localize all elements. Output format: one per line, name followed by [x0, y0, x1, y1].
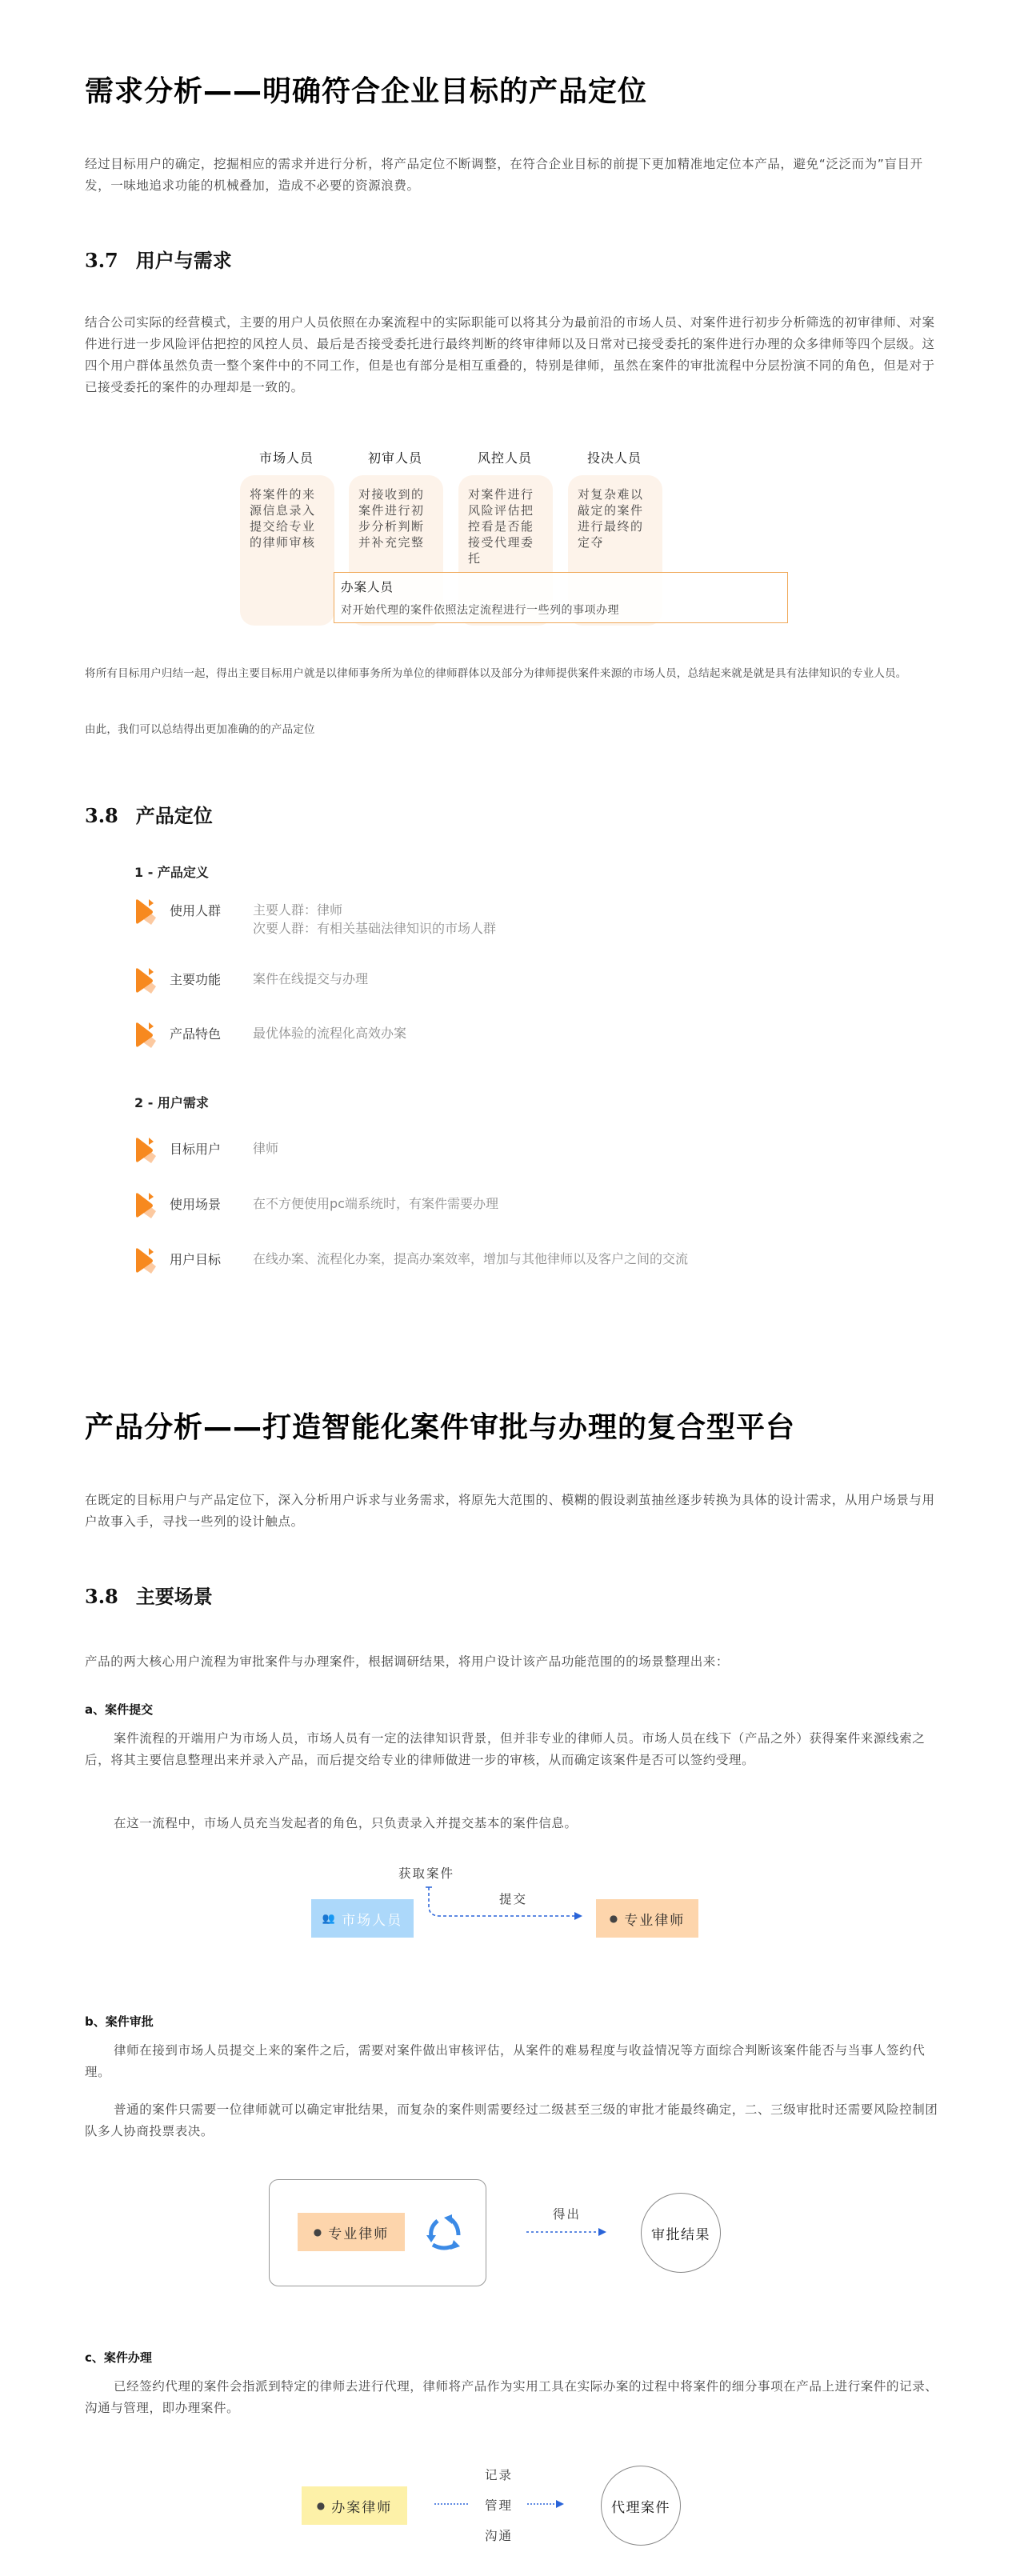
- heading-number: 3.7: [85, 249, 118, 272]
- positioning-item: [134, 1021, 406, 1048]
- heading-number: 3.8: [85, 804, 118, 827]
- item-label: 使用场景: [170, 1197, 222, 1212]
- summary-paragraph: 将所有目标用户归结一起，得出主要目标用户就是以律师事务所为单位的律师群体以及部分为律师提供案件来源的市场人员，总结起来就是就是具有法律知识的专业人员。: [85, 667, 907, 680]
- heading-text: 用户与需求: [135, 249, 232, 272]
- handler-box: [334, 572, 788, 623]
- scene-b-paragraph-2: 普通的案件只需要一位律师就可以确定审批结果，而复杂的案件则需要经过二级甚至三级的审批才能最终确定，二、三级审批时还需要风险控制团队多人协商投票表决。: [85, 2102, 938, 2138]
- positioning-item: [134, 1246, 688, 1274]
- group-title: 2 - 用户需求: [134, 1095, 209, 1110]
- users-icon: 👥: [322, 1912, 338, 1925]
- handler-desc: 对开始代理的案件依照法定流程进行一些列的事项办理: [341, 604, 619, 617]
- orange-play-bookmark-icon: [134, 1246, 158, 1274]
- lawyer-icon: ●: [313, 2226, 324, 2238]
- users-paragraph: 结合公司实际的经营模式，主要的用户人员依照在办案流程中的实际职能可以将其分为最前沿的市场人员、对案件进行初步分析筛选的初审律师、对案件进行进一步风险评估把控的风控人员、最后是否接受委托进行最终判断的终审律师以及日常对已接受委托的案件进行办理的众多律师等四个层级。这四个用户群体虽然负责一整个案件中的不同工作，但是也有部分是相互重叠的，特别是律师，虽然在案件的审批流程中分层扮演不同的角色，但是对于已接受委托的案件的办理却是一致的。: [85, 315, 935, 394]
- submit-label: 提交: [499, 1892, 528, 1906]
- role-card: 对复杂难以敲定的案件进行最终的定夺: [568, 475, 662, 626]
- scene-b-paragraph: 律师在接到市场人员提交上来的案件之后，需要对案件做出审核评估，从案件的难易程度与收益情况等方面综合判断该案件能否与当事人签约代理。: [85, 2043, 926, 2079]
- item-label: 主要功能: [170, 972, 222, 987]
- scene-a-paragraph: 案件流程的开端用户为市场人员，市场人员有一定的法律知识背景，但并非专业的律师人员。市场人员在线下（产品之外）获得案件来源线索之后，将其主要信息整理出来并录入产品，而后提交给专业的律师做进一步的审核，从而确定该案件是否可以签约受理。: [85, 1731, 926, 1767]
- scene-c-paragraph: 已经签约代理的案件会指派到特定的律师去进行代理，律师将产品作为实用工具在实际办案的过程中将案件的细分事项在产品上进行案件的记录、沟通与管理，即办理案件。: [85, 2379, 938, 2415]
- intro-paragraph: 在既定的目标用户与产品定位下，深入分析用户诉求与业务需求，将原先大范围的、模糊的假设剥茧抽丝逐步转换为具体的设计需求，从用户场景与用户故事入手，寻找一些列的设计触点。: [85, 1493, 935, 1529]
- dotted-line: [434, 2501, 468, 2507]
- box-label: 专业律师: [624, 1912, 686, 1929]
- positioning-item: [134, 898, 496, 938]
- role-title: 投决人员: [586, 450, 642, 466]
- orange-play-bookmark-icon: [134, 1136, 158, 1163]
- value-line: 主要人群：律师: [253, 902, 343, 918]
- group-title: 1 - 产品定义: [134, 865, 209, 880]
- intro-paragraph: 经过目标用户的确定，挖掘相应的需求并进行分析，将产品定位不断调整，在符合企业目标的前提下更加精准地定位本产品，避免“泛泛而为”盲目开发，一味地追求功能的机械叠加，造成不必要的资源浪费。: [85, 157, 923, 193]
- section-title-product-analysis: 产品分析——打造智能化案件审批与办理的复合型平台: [85, 1411, 796, 1444]
- item-label: 使用人群: [170, 903, 222, 918]
- dotted-arrow: [527, 2499, 564, 2509]
- item-value: 在线办案、流程化办案，提高办案效率，增加与其他律师以及客户之间的交流: [253, 1251, 689, 1266]
- positioning-item: [134, 1191, 498, 1218]
- lawyer-box: [298, 2213, 405, 2251]
- heading-product-positioning: [85, 800, 213, 828]
- dotted-arrow: [526, 2227, 606, 2237]
- heading-text: 主要场景: [135, 1585, 213, 1608]
- orange-play-bookmark-icon: [134, 1021, 158, 1048]
- lawyer-box: [596, 1899, 698, 1938]
- scenes-intro: 产品的两大核心用户流程为审批案件与办理案件，根据调研结果，将用户设计该产品功能范围的的场景整理出来：: [85, 1654, 730, 1669]
- item-value: 律师: [253, 1141, 279, 1156]
- heading-number: 3.8: [85, 1585, 118, 1608]
- positioning-item: [134, 1136, 278, 1163]
- orange-play-bookmark-icon: [134, 1191, 158, 1218]
- scene-c-title: c、案件办理: [85, 2350, 152, 2365]
- lawyer-icon: ●: [609, 1913, 620, 1924]
- market-staff-box: [311, 1899, 414, 1938]
- role-card: 对接收到的案件进行初步分析判断并补充完整: [349, 475, 443, 626]
- scene-a-title: a、案件提交: [85, 1702, 154, 1717]
- derive-label: 得出: [553, 2207, 582, 2222]
- heading-text: 产品定位: [135, 804, 213, 827]
- summary-paragraph-2: 由此，我们可以总结得出更加准确的的产品定位: [85, 723, 315, 736]
- action-manage: 管理: [485, 2498, 514, 2513]
- handling-lawyer-box: [302, 2486, 407, 2525]
- heading-users-needs: [85, 245, 232, 273]
- heading-main-scenes: [85, 1581, 213, 1609]
- proxy-case-circle: 代理案件: [601, 2466, 681, 2546]
- item-value: 案件在线提交与办理: [253, 971, 369, 986]
- item-label: 产品特色: [170, 1026, 222, 1042]
- orange-play-bookmark-icon: [134, 898, 158, 925]
- item-value: 在不方便使用pc端系统时，有案件需要办理: [253, 1196, 498, 1211]
- positioning-item: [134, 966, 368, 994]
- scene-a-paragraph-2: 在这一流程中，市场人员充当发起者的角色，只负责录入并提交基本的案件信息。: [114, 1816, 578, 1830]
- item-label: 用户目标: [170, 1252, 222, 1267]
- refresh-cycle-icon: [426, 2214, 463, 2251]
- dashed-arrow: [422, 1884, 582, 1924]
- role-title: 风控人员: [477, 450, 532, 466]
- box-label: 市场人员: [342, 1912, 403, 1929]
- handler-title: 办案人员: [341, 580, 394, 594]
- item-value: 最优体验的流程化高效办案: [253, 1026, 407, 1041]
- get-case-label: 获取案件: [398, 1866, 455, 1881]
- lawyer-icon: ●: [316, 2500, 327, 2511]
- role-card: 将案件的来源信息录入提交给专业的律师审核: [240, 475, 334, 626]
- action-communicate: 沟通: [485, 2529, 514, 2543]
- orange-play-bookmark-icon: [134, 966, 158, 994]
- role-title: 初审人员: [367, 450, 422, 466]
- section-title-demand-analysis: 需求分析——明确符合企业目标的产品定位: [85, 75, 648, 108]
- approval-result-circle: 审批结果: [641, 2193, 721, 2273]
- item-value: [253, 898, 496, 938]
- role-title: 市场人员: [258, 450, 314, 466]
- value-line: 次要人群：有相关基础法律知识的市场人群: [253, 921, 497, 936]
- action-record: 记录: [485, 2468, 514, 2482]
- role-card: 对案件进行风险评估把控看是否能接受代理委托: [458, 475, 553, 626]
- item-label: 目标用户: [170, 1142, 222, 1157]
- scene-b-title: b、案件审批: [85, 2014, 154, 2029]
- box-label: 办案律师: [331, 2499, 393, 2516]
- box-label: 专业律师: [328, 2226, 390, 2242]
